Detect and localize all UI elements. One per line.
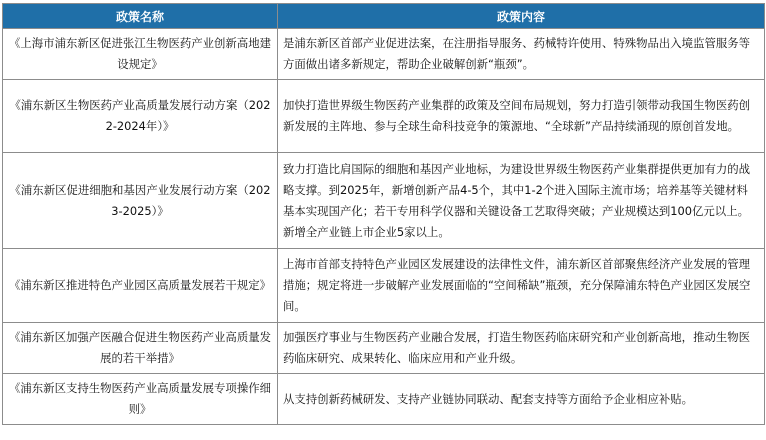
policy-content-cell: 加强医疗事业与生物医药产业融合发展，打造生物医药临床研究和产业创新高地，推动生物医药临床研究、成果转化、临床应用和产业升级。 — [278, 323, 765, 374]
policy-name-cell: 《浦东新区支持生物医药产业高质量发展专项操作细则》 — [3, 374, 278, 425]
header-policy-name: 政策名称 — [3, 4, 278, 29]
table-row — [3, 153, 765, 249]
table-row — [3, 29, 765, 80]
table-row — [3, 80, 765, 153]
policy-content-cell: 是浦东新区首部产业促进法案，在注册指导服务、药械特许使用、特殊物品出入境监管服务等方面做出诸多新规定，帮助企业破解创新“瓶颈”。 — [278, 29, 765, 80]
table-row — [3, 374, 765, 425]
policy-content-cell: 加快打造世界级生物医药产业集群的政策及空间布局规划，努力打造引领带动我国生物医药创新发展的主阵地、参与全球生命科技竞争的策源地、“全球新”产品持续涌现的原创首发地。 — [278, 80, 765, 153]
policy-content-cell: 上海市首部支持特色产业园区发展建设的法律性文件，浦东新区首部聚焦经济产业发展的管理措施；规定将进一步破解产业发展面临的“空间稀缺”瓶颈，充分保障浦东特色产业园区发展空间。 — [278, 249, 765, 323]
policy-table — [2, 3, 765, 425]
policy-content-cell: 致力打造比肩国际的细胞和基因产业地标，为建设世界级生物医药产业集群提供更加有力的战略支撑。到2025年，新增创新产品4-5个，其中1-2个进入国际主流市场；培养基等关键材料基本实现国产化；若干专用科学仪器和关键设备工艺取得突破；产业规模达到100亿元以上。新增全产业链上市企业5家以上。 — [278, 153, 765, 249]
table-row — [3, 249, 765, 323]
table-row — [3, 323, 765, 374]
policy-name-cell: 《浦东新区促进细胞和基因产业发展行动方案（2023-2025）》 — [3, 153, 278, 249]
policy-content-cell: 从支持创新药械研发、支持产业链协同联动、配套支持等方面给予企业相应补贴。 — [278, 374, 765, 425]
header-policy-content: 政策内容 — [278, 4, 765, 29]
policy-name-cell: 《浦东新区生物医药产业高质量发展行动方案（2022-2024年）》 — [3, 80, 278, 153]
policy-name-cell: 《浦东新区加强产医融合促进生物医药产业高质量发展的若干举措》 — [3, 323, 278, 374]
policy-name-cell: 《上海市浦东新区促进张江生物医药产业创新高地建设规定》 — [3, 29, 278, 80]
policy-name-cell: 《浦东新区推进特色产业园区高质量发展若干规定》 — [3, 249, 278, 323]
table-header-row — [3, 4, 765, 29]
